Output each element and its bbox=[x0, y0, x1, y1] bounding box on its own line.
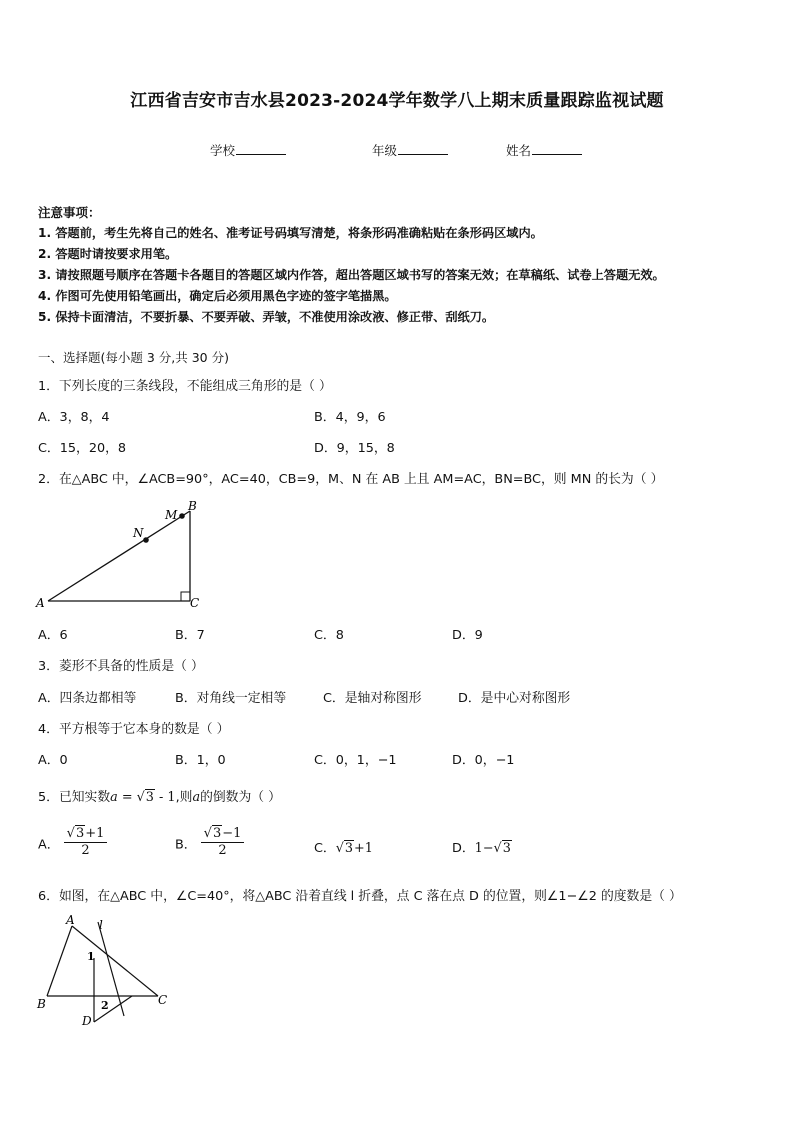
q6-label-a: A bbox=[66, 913, 75, 927]
q5-a-label: A． bbox=[38, 837, 60, 853]
q5-b-label: B． bbox=[175, 837, 197, 853]
q3-option-a: A．四条边都相等 bbox=[38, 691, 137, 706]
name-label: 姓名 bbox=[506, 143, 532, 158]
q4-option-a: A．0 bbox=[38, 753, 68, 768]
q5-var-a2: a bbox=[192, 790, 201, 805]
question-6-stem: 6．如图，在△ABC 中，∠C=40°，将△ABC 沿着直线 l 折叠，点 C 落在点 D 的位置，则∠1−∠2 的度数是（ ） bbox=[38, 889, 682, 904]
q5-b-den: 2 bbox=[218, 843, 227, 859]
note-item: 4. 作图可先使用铅笔画出，确定后必须用黑色字迹的签字笔描黑。 bbox=[38, 289, 397, 303]
q5-var-a: a bbox=[110, 790, 118, 805]
question-3-stem: 3．菱形不具备的性质是（ ） bbox=[38, 659, 204, 674]
section-heading: 一、选择题(每小题 3 分,共 30 分) bbox=[38, 350, 229, 365]
q1-option-b: B．4，9，6 bbox=[314, 410, 386, 425]
q5-d-label: D． bbox=[452, 841, 475, 856]
q1-option-a: A．3，8，4 bbox=[38, 410, 110, 425]
q2-label-a: A bbox=[36, 596, 45, 610]
q5-b-fraction: $\frac{√3-1}{2}$ bbox=[201, 826, 245, 860]
q6-label-c: C bbox=[158, 993, 168, 1007]
q5-c-label: C． bbox=[314, 841, 336, 856]
q6-label-d: D bbox=[82, 1014, 92, 1028]
grade-blank bbox=[398, 142, 448, 155]
q6-folding-figure bbox=[32, 912, 182, 1032]
question-4-stem: 4．平方根等于它本身的数是（ ） bbox=[38, 722, 230, 737]
q5-eq: = bbox=[117, 790, 137, 805]
q5-b-rad: 3 bbox=[212, 826, 222, 841]
note-item: 5. 保持卡面清洁，不要折暴、不要弄破、弄皱，不准使用涂改液、修正带、刮纸刀。 bbox=[38, 310, 495, 324]
question-2-stem: 2．在△ABC 中，∠ACB=90°，AC=40，CB=9，M、N 在 AB 上且 AM=AC，BN=BC，则 MN 的长为（ ） bbox=[38, 472, 664, 487]
q6-label-angle1: 1 bbox=[87, 950, 95, 963]
q5-minus1: - 1 bbox=[154, 790, 176, 805]
q2-option-b: B．7 bbox=[175, 628, 205, 643]
q5-sqrt3: 3 bbox=[145, 790, 154, 805]
notes-heading: 注意事项： bbox=[38, 205, 101, 220]
q5-a-rad: 3 bbox=[75, 826, 85, 841]
question-5-stem: 5．已知实数a = √3 - 1,则a的倒数为（ ） bbox=[38, 790, 281, 805]
q2-option-a: A．6 bbox=[38, 628, 68, 643]
q3-option-c: C．是轴对称图形 bbox=[323, 691, 422, 706]
q6-label-angle2: 2 bbox=[101, 999, 109, 1012]
q3-option-b: B．对角线一定相等 bbox=[175, 691, 287, 706]
q1-option-c: C．15，20，8 bbox=[38, 441, 127, 456]
name-field bbox=[506, 141, 582, 159]
grade-field bbox=[372, 141, 448, 159]
q5-option-c: C．√3+1 bbox=[314, 841, 373, 856]
q5-prefix: 5．已知实数 bbox=[38, 790, 111, 805]
school-blank bbox=[236, 142, 286, 155]
q2-option-d: D．9 bbox=[452, 628, 483, 643]
q5-a-den: 2 bbox=[81, 843, 90, 859]
q5-option-b bbox=[175, 826, 244, 860]
q2-label-b: B bbox=[188, 499, 197, 513]
q2-label-m: M bbox=[165, 508, 178, 522]
name-blank bbox=[532, 142, 582, 155]
question-1-stem: 1．下列长度的三条线段，不能组成三角形的是（ ） bbox=[38, 379, 332, 394]
school-label: 学校 bbox=[210, 143, 236, 158]
page-title: 江西省吉安市吉水县2023-2024学年数学八上期末质量跟踪监视试题 bbox=[130, 91, 664, 111]
q5-a-fraction: $\frac{√3+1}{2}$ bbox=[64, 826, 108, 860]
q1-option-d: D．9，15，8 bbox=[314, 441, 395, 456]
q2-label-c: C bbox=[190, 596, 200, 610]
q5-suffix: 的倒数为（ ） bbox=[200, 790, 281, 805]
q4-option-c: C．0，1，−1 bbox=[314, 753, 397, 768]
q5-d-pre: 1− bbox=[474, 841, 494, 856]
q6-label-l: l bbox=[99, 918, 103, 932]
school-field bbox=[210, 141, 286, 159]
q5-c-rad: 3 bbox=[344, 841, 354, 856]
q5-option-d: D．1−√3 bbox=[452, 841, 511, 856]
q5-mid: ,则 bbox=[175, 790, 193, 805]
q6-label-b: B bbox=[37, 997, 46, 1011]
q5-option-a bbox=[38, 826, 107, 860]
q2-option-c: C．8 bbox=[314, 628, 344, 643]
note-item: 3. 请按照题号顺序在答题卡各题目的答题区域内作答，超出答题区域书写的答案无效；在草稿纸、试卷上答题无效。 bbox=[38, 268, 665, 282]
q2-triangle-figure bbox=[32, 497, 212, 612]
q4-option-d: D．0，−1 bbox=[452, 753, 515, 768]
q5-c-rest: +1 bbox=[354, 841, 373, 856]
q5-d-rad: 3 bbox=[502, 841, 511, 856]
q5-a-rest: +1 bbox=[85, 826, 105, 841]
q5-b-rest: −1 bbox=[222, 826, 242, 841]
q4-option-b: B．1，0 bbox=[175, 753, 226, 768]
note-item: 1. 答题前，考生先将自己的姓名、准考证号码填写清楚，将条形码准确粘贴在条形码区域内。 bbox=[38, 226, 543, 240]
grade-label: 年级 bbox=[372, 143, 398, 158]
q2-label-n: N bbox=[133, 526, 144, 540]
note-item: 2. 答题时请按要求用笔。 bbox=[38, 247, 178, 261]
q3-option-d: D．是中心对称图形 bbox=[458, 691, 571, 706]
